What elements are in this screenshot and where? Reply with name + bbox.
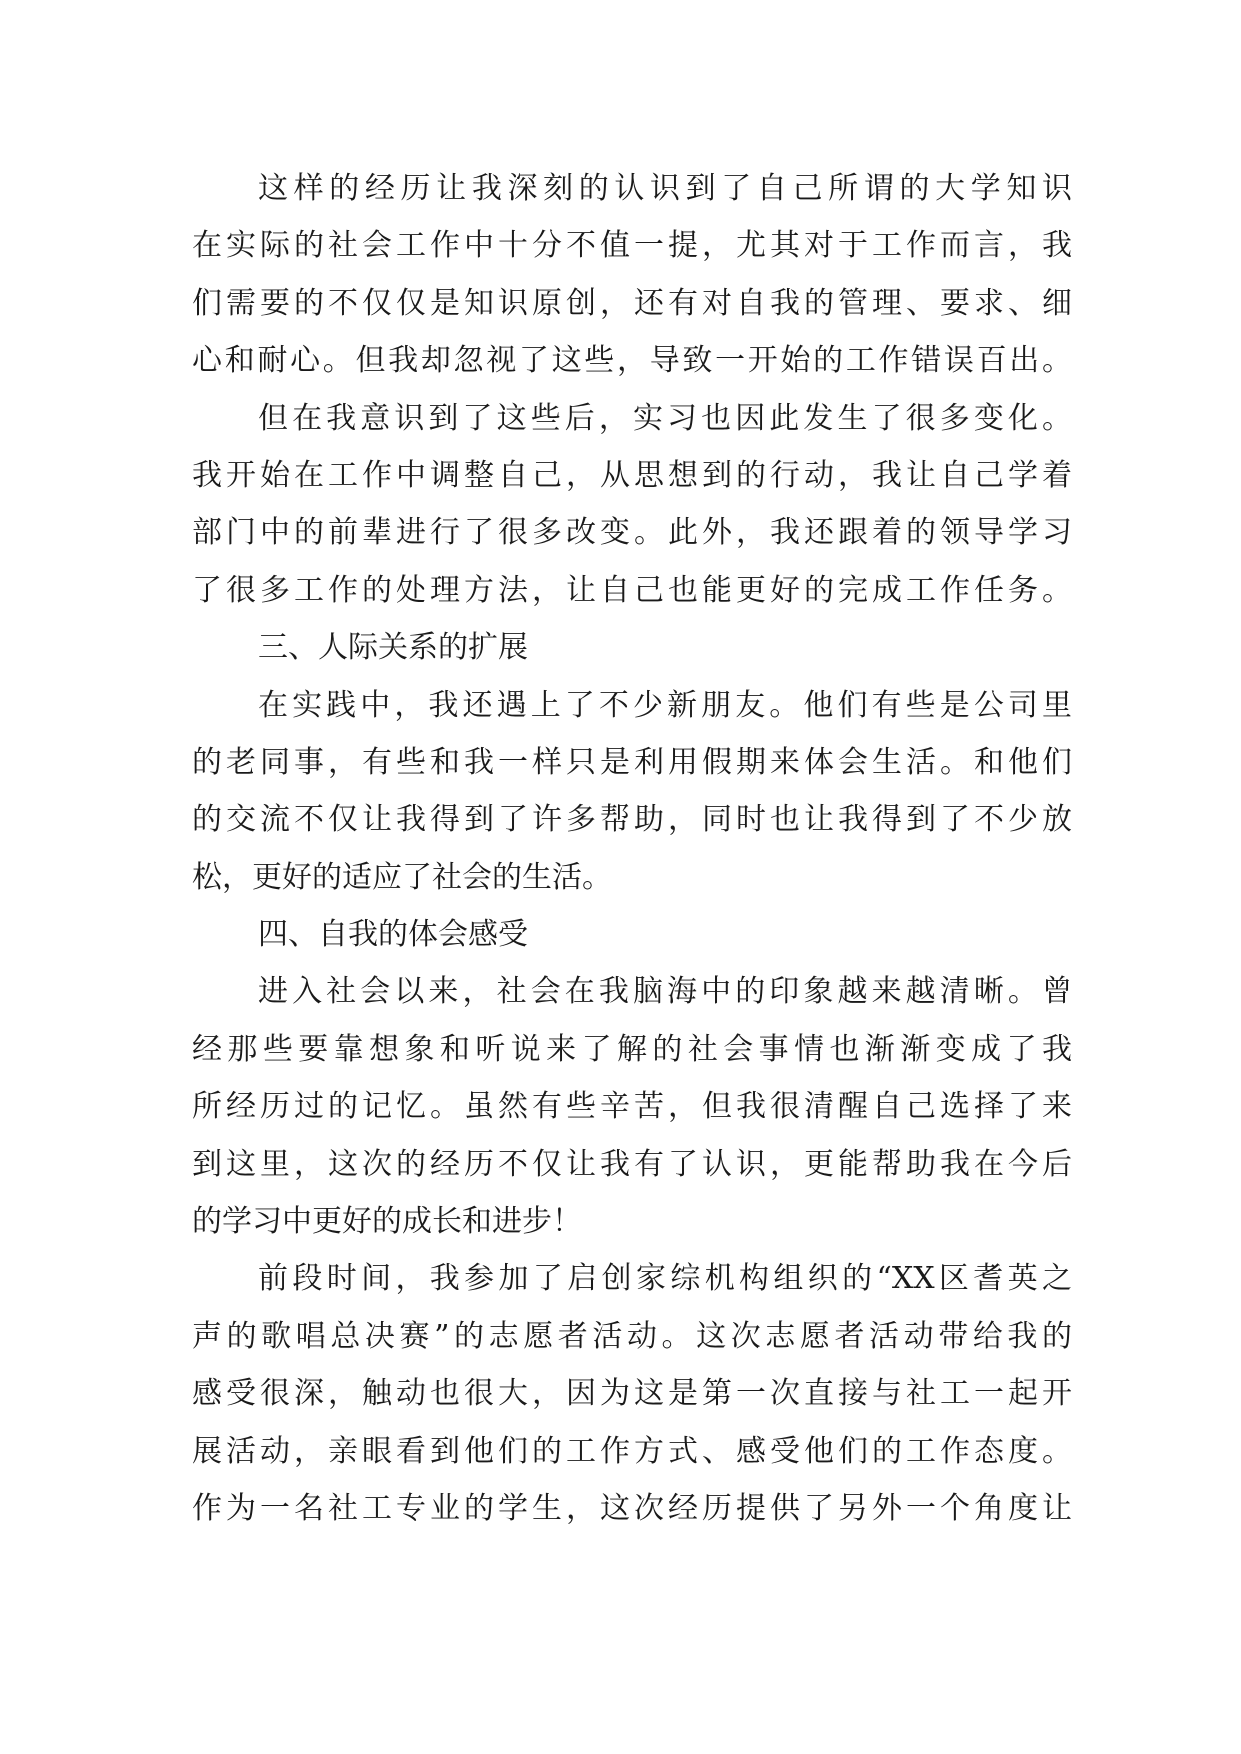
section-heading: 四、自我的体会感受: [258, 917, 528, 953]
paragraph-line: 但在我意识到了这些后，实习也因此发生了很多变化。: [258, 400, 1072, 436]
paragraph-line: 作为一名社工专业的学生，这次经历提供了另外一个角度让: [192, 1490, 1072, 1526]
paragraph-line: 感受很深，触动也很大，因为这是第一次直接与社工一起开: [192, 1376, 1072, 1412]
paragraph-line: 进入社会以来，社会在我脑海中的印象越来越清晰。曾: [258, 974, 1072, 1010]
paragraph-line: 松，更好的适应了社会的生活。: [192, 859, 612, 895]
paragraph-line: 经那些要靠想象和听说来了解的社会事情也渐渐变成了我: [192, 1031, 1072, 1067]
paragraph-line: 们需要的不仅仅是知识原创，还有对自我的管理、要求、细: [192, 285, 1072, 321]
paragraph-line: 展活动，亲眼看到他们的工作方式、感受他们的工作态度。: [192, 1433, 1072, 1469]
paragraph-line: 心和耐心。但我却忽视了这些，导致一开始的工作错误百出。: [192, 343, 1072, 379]
paragraph-line: 前段时间，我参加了启创家综机构组织的“XX区耆英之: [258, 1261, 1072, 1297]
paragraph-line: 在实践中，我还遇上了不少新朋友。他们有些是公司里: [258, 687, 1072, 723]
paragraph-line: 到这里，这次的经历不仅让我有了认识，更能帮助我在今后: [192, 1146, 1072, 1182]
paragraph-line: 了很多工作的处理方法，让自己也能更好的完成工作任务。: [192, 572, 1072, 608]
paragraph-line: 部门中的前辈进行了很多改变。此外，我还跟着的领导学习: [192, 515, 1072, 551]
paragraph-line: 我开始在工作中调整自己，从思想到的行动，我让自己学着: [192, 457, 1072, 493]
paragraph-line: 这样的经历让我深刻的认识到了自己所谓的大学知识: [258, 171, 1072, 206]
body-text: [192, 160, 1072, 1537]
paragraph-line: 的交流不仅让我得到了许多帮助，同时也让我得到了不少放: [192, 802, 1072, 838]
paragraph-line: 的学习中更好的成长和进步！: [192, 1204, 582, 1240]
paragraph-line: 的老同事，有些和我一样只是利用假期来体会生活。和他们: [192, 744, 1072, 780]
paragraph-line: 声的歌唱总决赛”的志愿者活动。这次志愿者活动带给我的: [192, 1318, 1072, 1354]
paragraph-line: 所经历过的记忆。虽然有些辛苦，但我很清醒自己选择了来: [192, 1089, 1072, 1125]
paragraph-line: 在实际的社会工作中十分不值一提，尤其对于工作而言，我: [192, 228, 1072, 264]
section-heading: 三、人际关系的扩展: [258, 630, 528, 666]
